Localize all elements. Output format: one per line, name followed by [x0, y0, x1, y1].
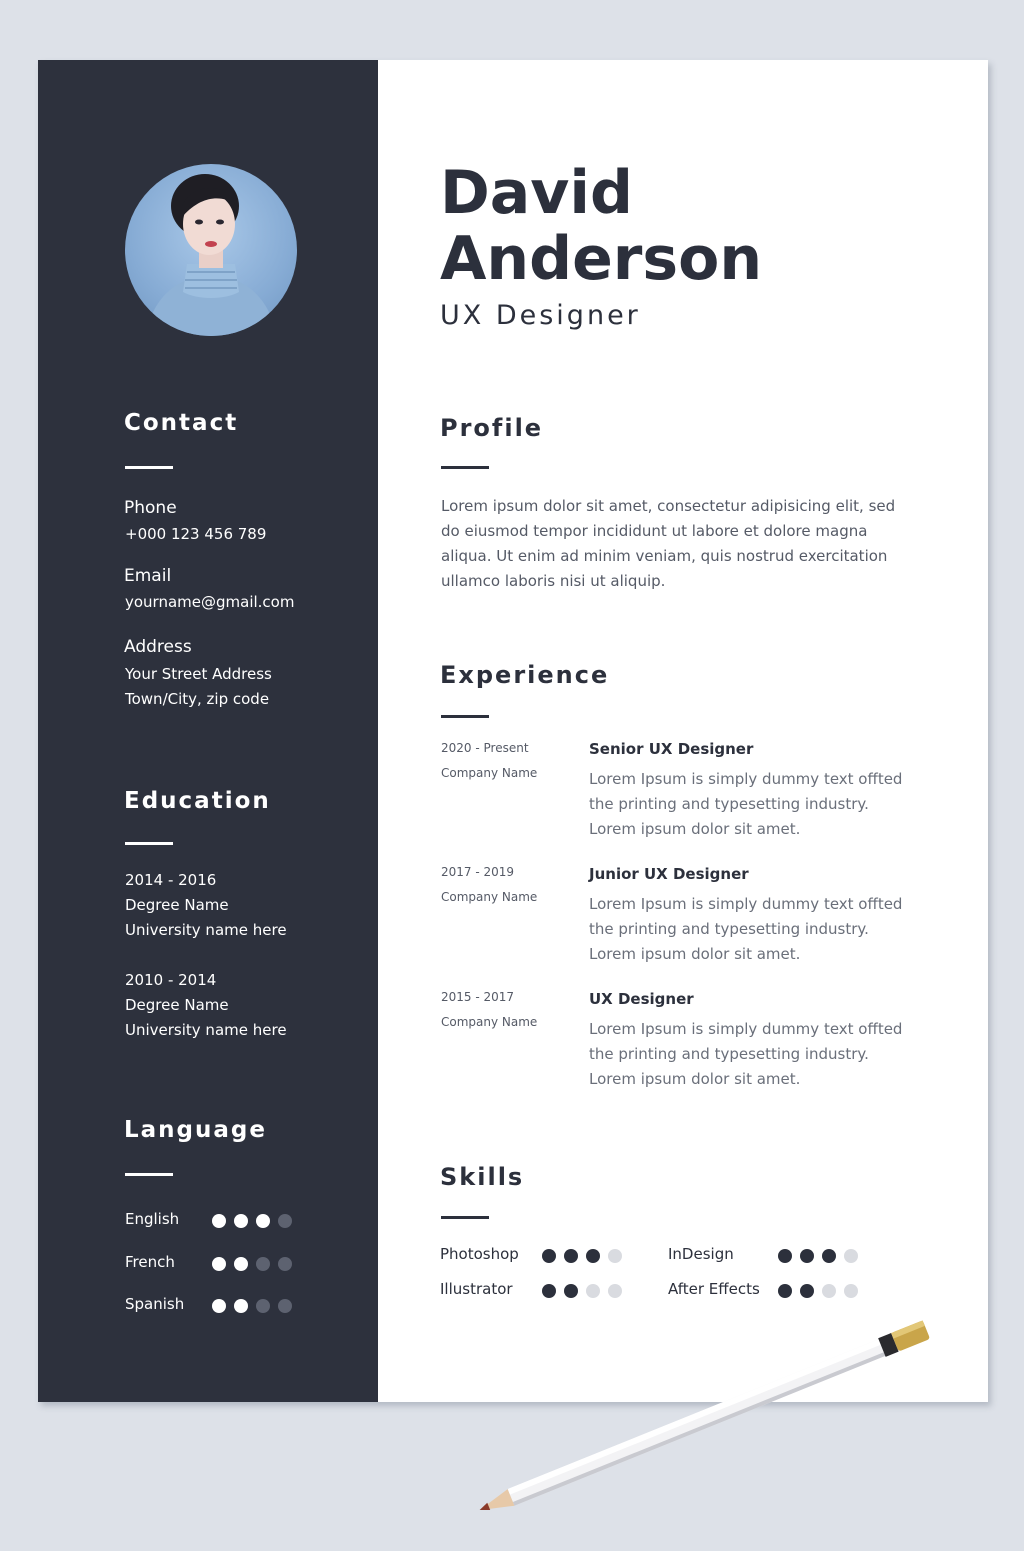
experience-company: Company Name	[441, 890, 538, 904]
language-name: French	[125, 1253, 175, 1271]
level-dot-empty	[844, 1284, 858, 1298]
level-dot-filled	[822, 1249, 836, 1263]
address-line-1: Your Street Address	[125, 665, 272, 683]
education-heading: Education	[124, 788, 271, 814]
skill-item	[668, 1245, 898, 1267]
level-dot-filled	[778, 1249, 792, 1263]
level-dot-empty	[608, 1249, 622, 1263]
language-level-dots	[212, 1299, 292, 1313]
job-title: UX Designer	[440, 300, 641, 331]
profile-divider	[441, 466, 489, 469]
level-dot-empty	[608, 1284, 622, 1298]
email-value[interactable]: yourname@gmail.com	[125, 593, 295, 611]
level-dot-filled	[212, 1299, 226, 1313]
language-row	[125, 1253, 325, 1275]
experience-dates: 2020 - Present	[441, 741, 529, 755]
level-dot-filled	[586, 1249, 600, 1263]
skill-level-dots	[542, 1249, 622, 1263]
skill-name: Illustrator	[440, 1280, 513, 1298]
education-degree: Degree Name	[125, 896, 229, 914]
profile-text: Lorem ipsum dolor sit amet, consectetur adipisicing elit, sed do eiusmod tempor incididunt ut labore et dolore magna aliqua. Ut enim ad minim veniam, quis nostrud exercitation ullamco laboris nisi ut aliquip.	[441, 497, 896, 590]
profile-heading: Profile	[440, 414, 544, 442]
experience-company: Company Name	[441, 766, 538, 780]
skill-level-dots	[778, 1284, 858, 1298]
experience-dates: 2017 - 2019	[441, 865, 515, 879]
experience-role: Senior UX Designer	[589, 740, 754, 758]
skill-item	[440, 1280, 670, 1302]
level-dot-empty	[278, 1299, 292, 1313]
language-row	[125, 1210, 325, 1232]
education-degree: Degree Name	[125, 996, 229, 1014]
pencil-decoration	[455, 1320, 975, 1510]
level-dot-filled	[800, 1284, 814, 1298]
experience-role: UX Designer	[589, 990, 694, 1008]
phone-value[interactable]: +000 123 456 789	[125, 525, 267, 543]
language-name: Spanish	[125, 1295, 185, 1313]
level-dot-filled	[212, 1257, 226, 1271]
level-dot-filled	[778, 1284, 792, 1298]
experience-description: Lorem Ipsum is simply dummy text offted the printing and typesetting industry. Lorem ipsum dolor sit amet.	[589, 1020, 903, 1088]
level-dot-filled	[542, 1249, 556, 1263]
education-school: University name here	[125, 921, 287, 939]
level-dot-empty	[256, 1299, 270, 1313]
experience-company: Company Name	[441, 1015, 538, 1029]
language-level-dots	[212, 1214, 292, 1228]
level-dot-empty	[278, 1214, 292, 1228]
first-name: David	[440, 158, 633, 228]
level-dot-filled	[564, 1284, 578, 1298]
skill-level-dots	[542, 1284, 622, 1298]
level-dot-filled	[800, 1249, 814, 1263]
level-dot-empty	[822, 1284, 836, 1298]
level-dot-empty	[844, 1249, 858, 1263]
level-dot-filled	[256, 1214, 270, 1228]
experience-heading: Experience	[440, 661, 610, 689]
level-dot-empty	[586, 1284, 600, 1298]
skills-heading: Skills	[440, 1163, 525, 1191]
level-dot-filled	[564, 1249, 578, 1263]
education-divider	[125, 842, 173, 845]
education-years: 2010 - 2014	[125, 971, 217, 989]
language-name: English	[125, 1210, 180, 1228]
phone-label: Phone	[124, 498, 177, 518]
resume-page	[38, 60, 988, 1402]
skill-name: InDesign	[668, 1245, 734, 1263]
sidebar	[38, 60, 378, 1402]
education-school: University name here	[125, 1021, 287, 1039]
level-dot-filled	[542, 1284, 556, 1298]
skill-item	[668, 1280, 898, 1302]
language-row	[125, 1295, 325, 1317]
portrait-illustration	[125, 164, 297, 336]
experience-dates: 2015 - 2017	[441, 990, 515, 1004]
level-dot-filled	[234, 1214, 248, 1228]
level-dot-empty	[278, 1257, 292, 1271]
level-dot-filled	[212, 1214, 226, 1228]
skill-name: Photoshop	[440, 1245, 519, 1263]
skill-level-dots	[778, 1249, 858, 1263]
last-name: Anderson	[440, 224, 763, 294]
level-dot-empty	[256, 1257, 270, 1271]
profile-photo	[125, 164, 297, 336]
level-dot-filled	[234, 1299, 248, 1313]
language-divider	[125, 1173, 173, 1176]
contact-divider	[125, 466, 173, 469]
email-label: Email	[124, 566, 172, 586]
education-years: 2014 - 2016	[125, 871, 217, 889]
language-heading: Language	[124, 1117, 267, 1143]
experience-description: Lorem Ipsum is simply dummy text offted the printing and typesetting industry. Lorem ipsum dolor sit amet.	[589, 895, 903, 963]
skills-divider	[441, 1216, 489, 1219]
language-level-dots	[212, 1257, 292, 1271]
contact-heading: Contact	[124, 410, 239, 436]
skill-item	[440, 1245, 670, 1267]
experience-role: Junior UX Designer	[589, 865, 749, 883]
experience-description: Lorem Ipsum is simply dummy text offted the printing and typesetting industry. Lorem ipsum dolor sit amet.	[589, 770, 903, 838]
address-label: Address	[124, 637, 192, 657]
address-line-2: Town/City, zip code	[125, 690, 270, 708]
full-name	[440, 160, 860, 292]
experience-divider	[441, 715, 489, 718]
skill-name: After Effects	[668, 1280, 760, 1298]
level-dot-filled	[234, 1257, 248, 1271]
